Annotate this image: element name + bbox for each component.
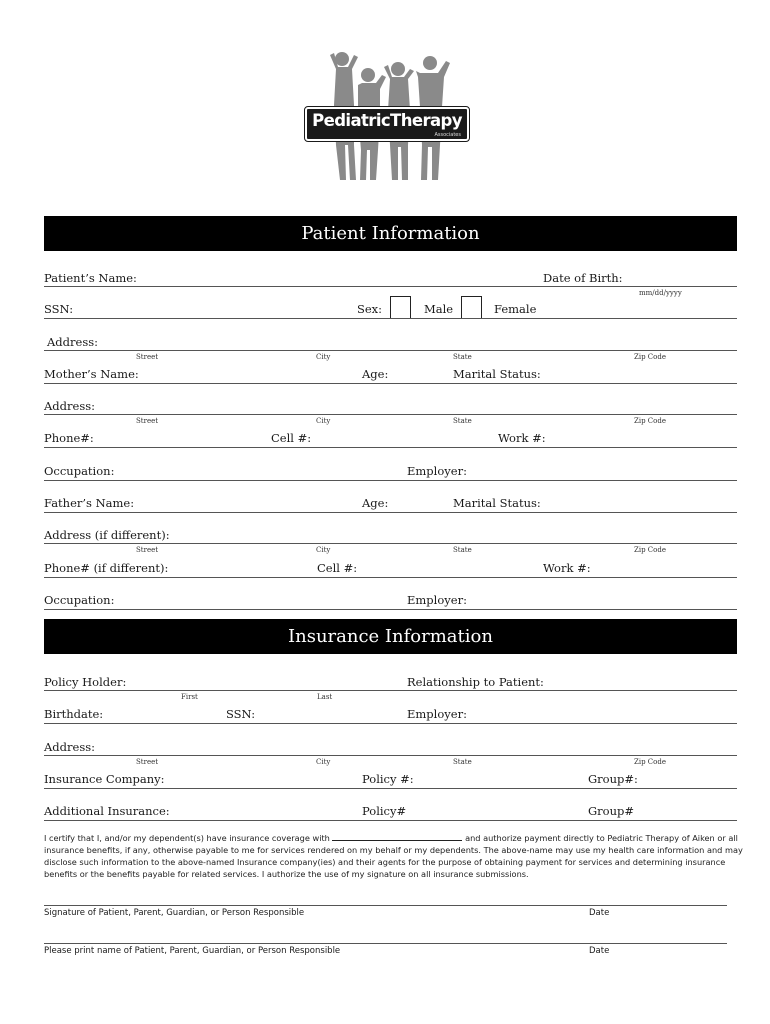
zip-sublabel: Zip Code [634,417,667,425]
father-occupation-line[interactable] [44,609,737,610]
street-sublabel: Street [136,353,159,361]
certification-text-1: I certify that I, and/or my dependent(s) have insurance coverage with [44,833,330,843]
city-sublabel: City [316,353,331,361]
zip-sublabel: Zip Code [634,353,667,361]
father-work-label: Work #: [543,561,591,575]
city-sublabel: City [316,758,331,766]
certification-text-2: and authorize payment directly to Pediatric Therapy of Aiken or all insurance benefits, if any, otherwise payable to me for services rendered on my behalf or my dependents. The above-name may use my health care information and may disclose such information to the above-named Insurance company(ies) and their agents for the purpose of obtaining payment for services and determining insurance benefits or the benefits payable for related services. I authorize the use of my signature on all insurance submissions. [44,833,743,879]
ssn-line[interactable] [44,318,737,319]
father-marital-status-label: Marital Status: [453,496,541,510]
additional-group-label: Group# [588,804,635,818]
policy-holder-line[interactable] [44,690,737,691]
additional-policy-label: Policy# [362,804,407,818]
father-phone-label: Phone# (if different): [44,561,169,575]
state-sublabel: State [453,417,472,425]
sex-label: Sex: [357,302,383,316]
city-sublabel: City [316,417,331,425]
father-occupation-label: Occupation: [44,593,115,607]
street-sublabel: Street [136,758,159,766]
mother-occupation-line[interactable] [44,480,737,481]
last-sublabel: Last [317,693,333,701]
policy-number-label: Policy #: [362,772,414,786]
print-date-label: Date [589,946,610,956]
city-sublabel: City [316,546,331,554]
mother-age-label: Age: [362,367,389,381]
address-line[interactable] [44,350,737,351]
insurance-company-blank[interactable] [332,832,462,841]
date-of-birth-label: Date of Birth: [543,271,623,285]
female-label: Female [494,302,537,316]
address-label: Address: [47,335,99,349]
insurance-company-line[interactable] [44,788,737,789]
fathers-name-label: Father’s Name: [44,496,135,510]
state-sublabel: State [453,353,472,361]
street-sublabel: Street [136,417,159,425]
street-sublabel: Street [136,546,159,554]
father-cell-label: Cell #: [317,561,358,575]
patients-name-label: Patient’s Name: [44,271,137,285]
mothers-name-line[interactable] [44,383,737,384]
insurance-address-line[interactable] [44,755,737,756]
mothers-name-label: Mother’s Name: [44,367,139,381]
relationship-label: Relationship to Patient: [407,675,544,689]
policy-holder-label: Policy Holder: [44,675,127,689]
signature-label: Signature of Patient, Parent, Guardian, or Person Responsible [44,908,305,918]
female-checkbox[interactable] [461,296,482,319]
fathers-name-line[interactable] [44,512,737,513]
mother-cell-label: Cell #: [271,431,312,445]
insurance-employer-label: Employer: [407,707,467,721]
father-phone-line[interactable] [44,577,737,578]
additional-insurance-label: Additional Insurance: [44,804,170,818]
logo [300,45,470,185]
mother-phone-line[interactable] [44,447,737,448]
print-name-line[interactable] [44,943,727,944]
print-name-label: Please print name of Patient, Parent, Guardian, or Person Responsible [44,946,341,956]
mother-work-label: Work #: [498,431,546,445]
group-number-label: Group#: [588,772,638,786]
mother-marital-status-label: Marital Status: [453,367,541,381]
father-address-line[interactable] [44,543,737,544]
signature-date-label: Date [589,908,610,918]
patients-name-line[interactable] [44,286,737,287]
additional-insurance-line[interactable] [44,820,737,821]
male-checkbox[interactable] [390,296,411,319]
patient-information-header: Patient Information [44,216,737,251]
ssn-label: SSN: [44,302,74,316]
mother-address-label: Address: [44,399,96,413]
insurance-company-label: Insurance Company: [44,772,165,786]
birthdate-label: Birthdate: [44,707,104,721]
logo-subtitle: Associates [434,132,461,138]
insurance-information-header: Insurance Information [44,619,737,654]
signature-line[interactable] [44,905,727,906]
male-label: Male [424,302,454,316]
mother-occupation-label: Occupation: [44,464,115,478]
mother-employer-label: Employer: [407,464,467,478]
mother-address-line[interactable] [44,414,737,415]
father-employer-label: Employer: [407,593,467,607]
dob-format-hint: mm/dd/yyyy [639,289,682,297]
mother-phone-label: Phone#: [44,431,94,445]
birthdate-line[interactable] [44,723,737,724]
father-address-label: Address (if different): [44,528,170,542]
insurance-ssn-label: SSN: [226,707,256,721]
zip-sublabel: Zip Code [634,546,667,554]
state-sublabel: State [453,546,472,554]
first-sublabel: First [181,693,198,701]
certification-paragraph [44,832,744,880]
insurance-address-label: Address: [44,740,96,754]
logo-wordmark: PediatricTherapy Associates [305,107,469,141]
state-sublabel: State [453,758,472,766]
father-age-label: Age: [362,496,389,510]
zip-sublabel: Zip Code [634,758,667,766]
